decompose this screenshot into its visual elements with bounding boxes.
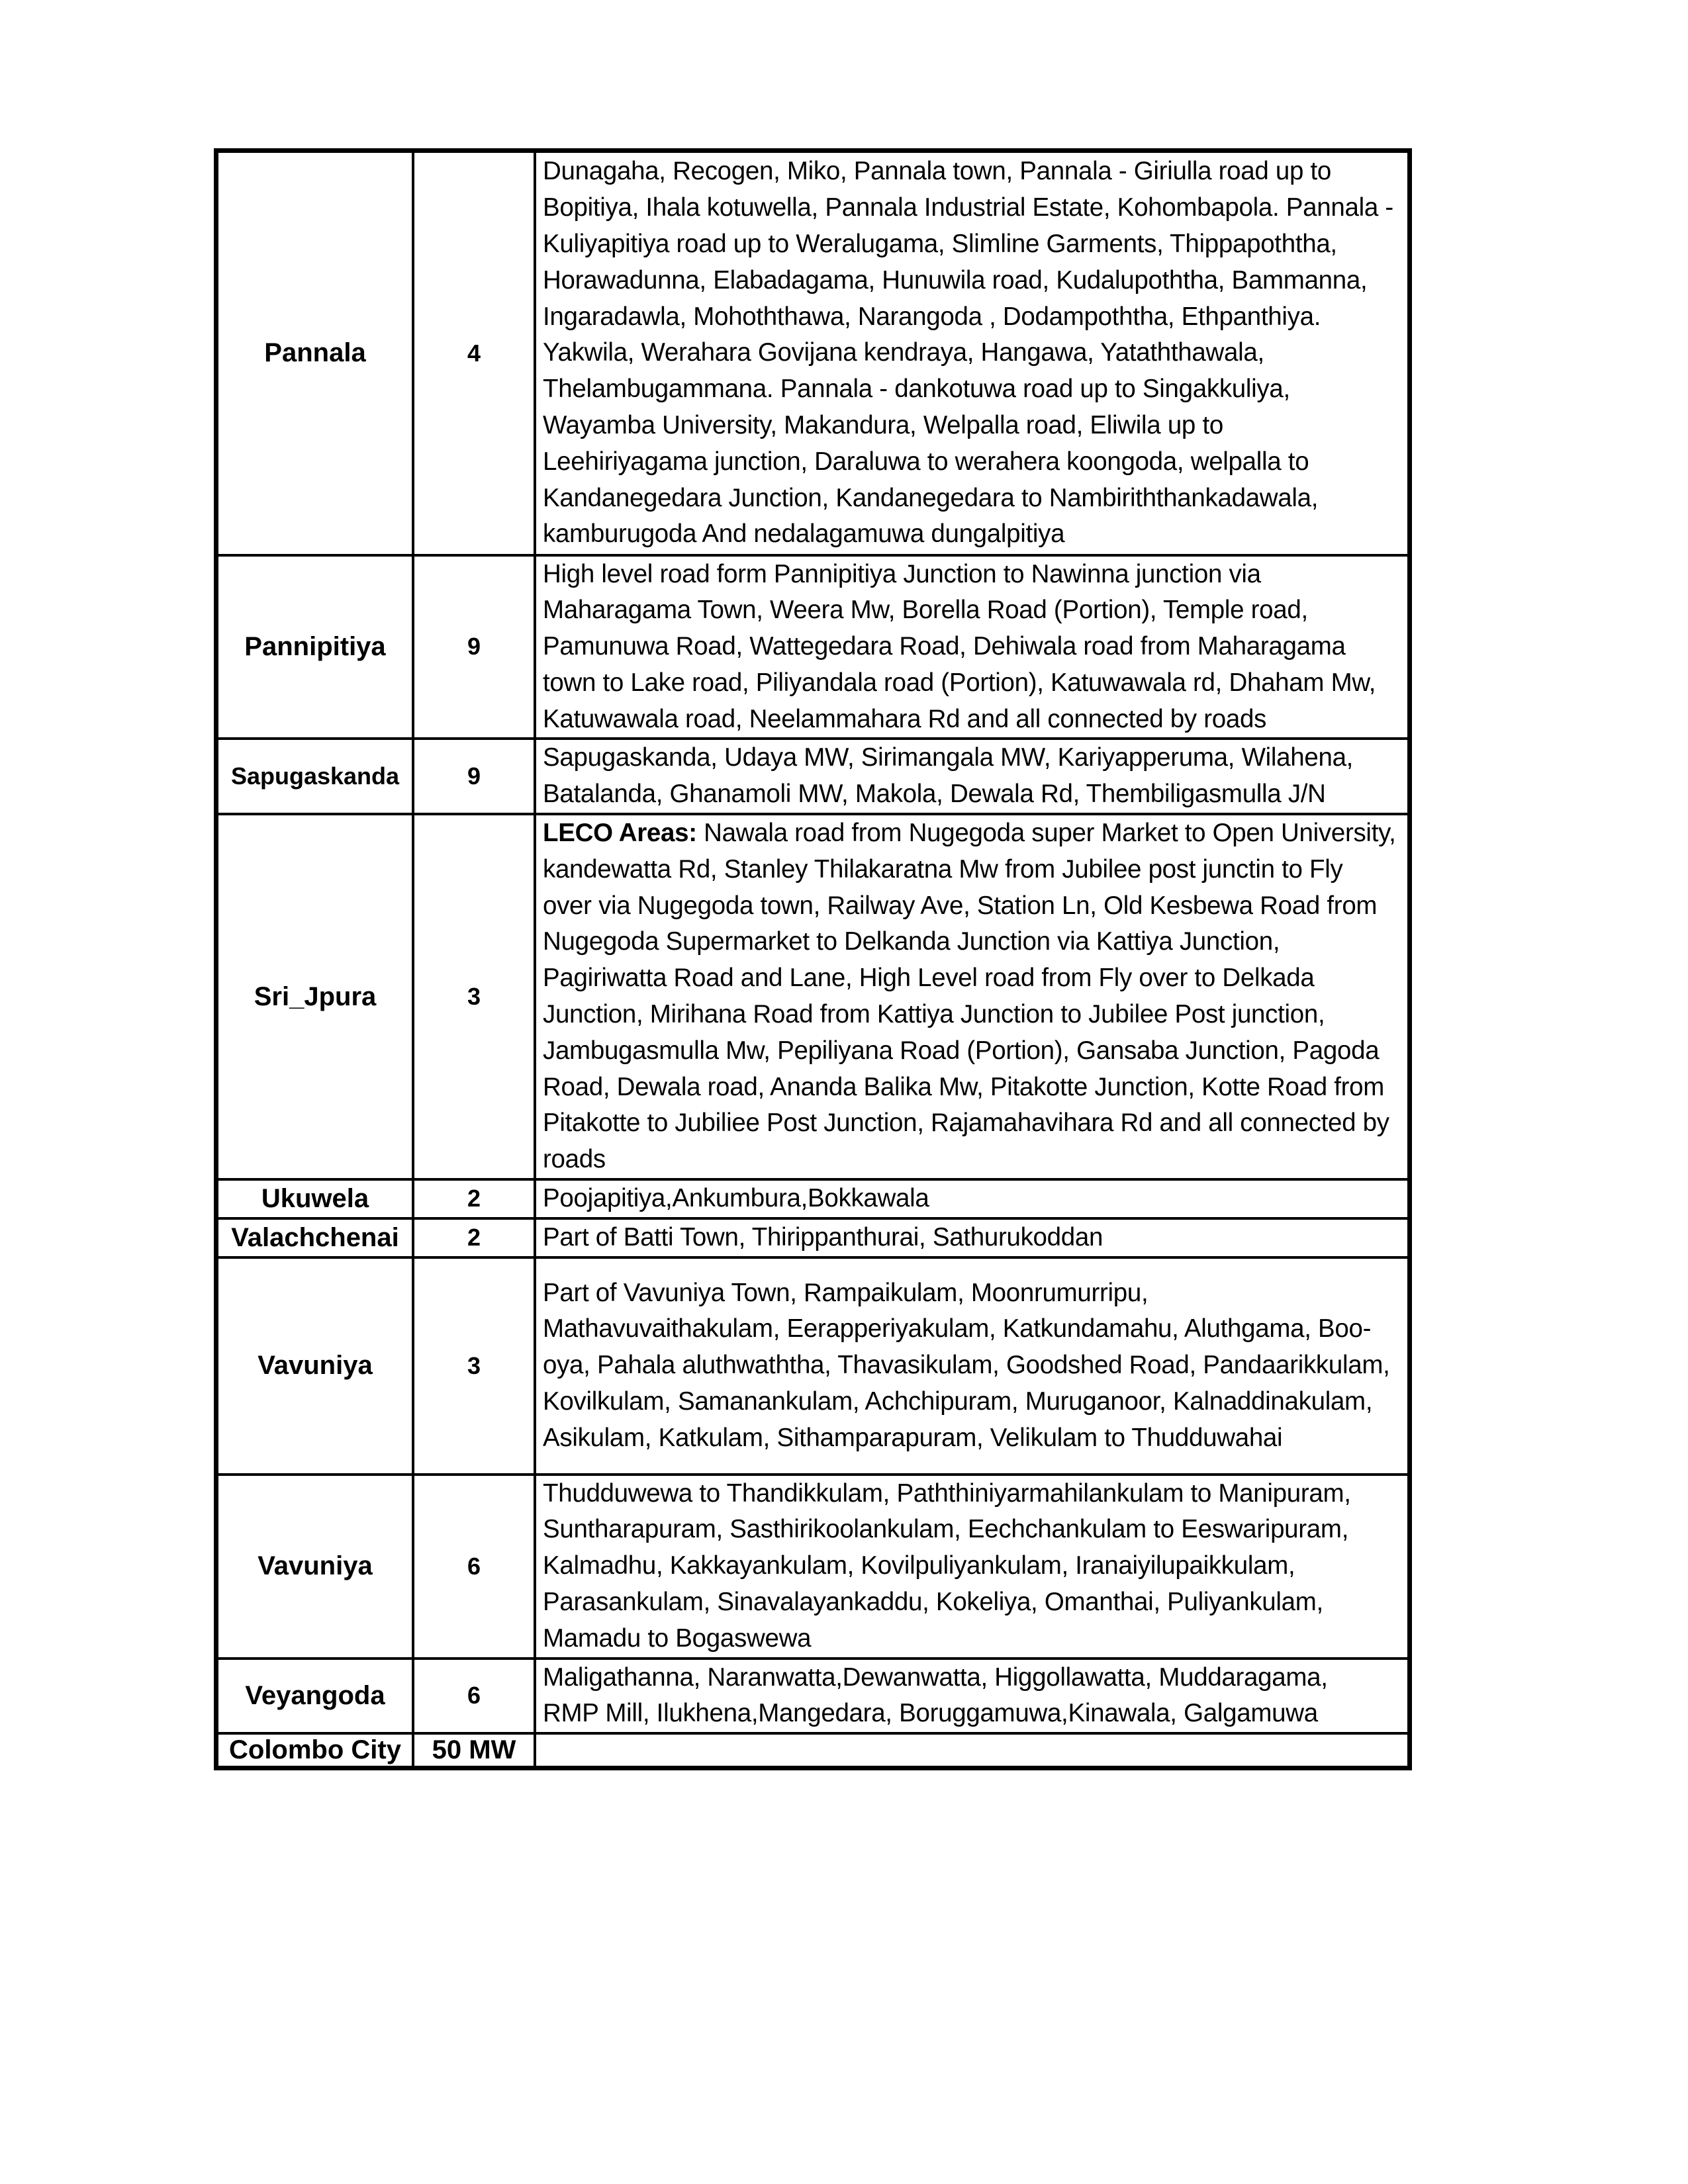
feeder-count: 6 bbox=[413, 1475, 535, 1659]
area-line: Mathavuvaithakulam, Eerapperiyakulam, Katkundamahu, Aluthgama, Boo- bbox=[543, 1314, 1372, 1343]
area-line: Bopitiya, Ihala kotuwella, Pannala Industrial Estate, Kohombapola. Pannala - bbox=[543, 193, 1393, 222]
feeder-count: 4 bbox=[413, 151, 535, 555]
table-row bbox=[216, 151, 1410, 555]
area-name: Valachchenai bbox=[216, 1218, 414, 1257]
area-line: Maligathanna, Naranwatta,Dewanwatta, Higgollawatta, Muddaragama, bbox=[543, 1662, 1328, 1692]
area-line bbox=[543, 815, 1402, 852]
area-line: Kandanegedara Junction, Kandanegedara to Nambiriththankadawala, bbox=[543, 483, 1319, 512]
area-line: Jambugasmulla Mw, Pepiliyana Road (Portion), Gansaba Junction, Pagoda bbox=[543, 1036, 1380, 1065]
area-name: Ukuwela bbox=[216, 1179, 414, 1218]
area-line: Horawadunna, Elabadagama, Hunuwila road, Kudalupoththa, Bammanna, bbox=[543, 265, 1368, 295]
outage-schedule-table bbox=[214, 148, 1412, 1770]
table-row bbox=[216, 1733, 1410, 1768]
table-row bbox=[216, 739, 1410, 814]
table-row bbox=[216, 1659, 1410, 1734]
area-line: Kovilkulam, Samanankulam, Achchipuram, Muruganoor, Kalnaddinakulam, bbox=[543, 1387, 1373, 1416]
area-line: kandewatta Rd, Stanley Thilakaratna Mw from Jubilee post junctin to Fly bbox=[543, 854, 1343, 884]
area-name: Vavuniya bbox=[216, 1475, 414, 1659]
area-line: High level road form Pannipitiya Junction to Nawinna junction via bbox=[543, 559, 1261, 588]
area-name: Pannipitiya bbox=[216, 555, 414, 739]
area-name: Pannala bbox=[216, 151, 414, 555]
area-line-text: Nawala road from Nugegoda super Market to Open University, bbox=[696, 819, 1396, 848]
table-row bbox=[216, 1475, 1410, 1659]
area-line: Kuliyapitiya road up to Weralugama, Slimline Garments, Thippapoththa, bbox=[543, 229, 1337, 258]
area-name: Sri_Jpura bbox=[216, 814, 414, 1179]
feeder-count: 50 MW bbox=[413, 1733, 535, 1768]
area-line: Dunagaha, Recogen, Miko, Pannala town, Pannala - Giriulla road up to bbox=[543, 157, 1331, 186]
affected-areas bbox=[535, 1475, 1410, 1659]
area-line: Part of Vavuniya Town, Rampaikulam, Moonrumurripu, bbox=[543, 1278, 1149, 1307]
area-name: Vavuniya bbox=[216, 1257, 414, 1475]
area-line: Part of Batti Town, Thirippanthurai, Sathurukoddan bbox=[543, 1222, 1103, 1251]
affected-areas bbox=[535, 1257, 1410, 1475]
area-line: Pagiriwatta Road and Lane, High Level road from Fly over to Delkada bbox=[543, 964, 1315, 993]
area-line: Junction, Mirihana Road from Kattiya Junction to Jubilee Post junction, bbox=[543, 1000, 1325, 1029]
area-line: over via Nugegoda town, Railway Ave, Station Ln, Old Kesbewa Road from bbox=[543, 891, 1378, 920]
table-row bbox=[216, 555, 1410, 739]
area-line: Katuwawala road, Neelammahara Rd and all connected by roads bbox=[543, 704, 1267, 733]
area-line: Thudduwewa to Thandikkulam, Paththiniyarmahilankulam to Manipuram, bbox=[543, 1479, 1351, 1508]
area-line: town to Lake road, Piliyandala road (Portion), Katuwawala rd, Dhaham Mw, bbox=[543, 668, 1376, 697]
affected-areas bbox=[535, 1659, 1410, 1734]
feeder-count: 3 bbox=[413, 814, 535, 1179]
table-row bbox=[216, 814, 1410, 1179]
affected-areas bbox=[535, 814, 1410, 1179]
affected-areas bbox=[535, 1179, 1410, 1218]
area-line: Pitakotte to Jubiliee Post Junction, Rajamahavihara Rd and all connected by bbox=[543, 1109, 1389, 1138]
area-line: Yakwila, Werahara Govijana kendraya, Hangawa, Yataththawala, bbox=[543, 338, 1264, 367]
area-name: Sapugaskanda bbox=[216, 739, 414, 814]
affected-areas bbox=[535, 151, 1410, 555]
area-line: Kalmadhu, Kakkayankulam, Kovilpuliyankulam, Iranaiyilupaikkulam, bbox=[543, 1551, 1295, 1580]
area-line: Leehiriyagama junction, Daraluwa to werahera koongoda, welpalla to bbox=[543, 447, 1309, 476]
area-line: Mamadu to Bogaswewa bbox=[543, 1623, 812, 1653]
table-row bbox=[216, 1179, 1410, 1218]
area-line: Thelambugammana. Pannala - dankotuwa road up to Singakkuliya, bbox=[543, 375, 1290, 404]
area-line: roads bbox=[543, 1145, 606, 1174]
area-line: Suntharapuram, Sasthirikoolankulam, Eechchankulam to Eeswaripuram, bbox=[543, 1515, 1349, 1544]
area-line: Asikulam, Katkulam, Sithamparapuram, Velikulam to Thudduwahai bbox=[543, 1423, 1283, 1452]
area-line: Sapugaskanda, Udaya MW, Sirimangala MW, Kariyapperuma, Wilahena, bbox=[543, 743, 1354, 772]
area-line: oya, Pahala aluthwaththa, Thavasikulam, Goodshed Road, Pandaarikkulam, bbox=[543, 1351, 1390, 1380]
affected-areas bbox=[535, 555, 1410, 739]
area-line: Pamunuwa Road, Wattegedara Road, Dehiwala road from Maharagama bbox=[543, 632, 1346, 661]
feeder-count: 9 bbox=[413, 739, 535, 814]
area-line: RMP Mill, Ilukhena,Mangedara, Boruggamuwa,Kinawala, Galgamuwa bbox=[543, 1699, 1318, 1728]
table-row bbox=[216, 1218, 1410, 1257]
area-name: Veyangoda bbox=[216, 1659, 414, 1734]
affected-areas bbox=[535, 1733, 1410, 1768]
area-line: Nugegoda Supermarket to Delkanda Junction via Kattiya Junction, bbox=[543, 927, 1280, 956]
area-line: Parasankulam, Sinavalayankaddu, Kokeliya, Omanthai, Puliyankulam, bbox=[543, 1588, 1323, 1617]
feeder-count: 6 bbox=[413, 1659, 535, 1734]
area-line: Poojapitiya,Ankumbura,Bokkawala bbox=[543, 1184, 929, 1213]
area-line: Maharagama Town, Weera Mw, Borella Road (Portion), Temple road, bbox=[543, 596, 1308, 625]
affected-areas bbox=[535, 1218, 1410, 1257]
area-line: kamburugoda And nedalagamuwa dungalpitiya bbox=[543, 520, 1065, 549]
feeder-count: 3 bbox=[413, 1257, 535, 1475]
feeder-count: 2 bbox=[413, 1218, 535, 1257]
table-row bbox=[216, 1257, 1410, 1475]
area-line: Batalanda, Ghanamoli MW, Makola, Dewala Rd, Thembiligasmulla J/N bbox=[543, 780, 1326, 809]
area-line: Wayamba University, Makandura, Welpalla road, Eliwila up to bbox=[543, 410, 1223, 439]
leco-areas-label: LECO Areas: bbox=[543, 819, 697, 848]
feeder-count: 2 bbox=[413, 1179, 535, 1218]
area-line: Ingaradawla, Mohoththawa, Narangoda , Dodampoththa, Ethpanthiya. bbox=[543, 302, 1321, 331]
feeder-count: 9 bbox=[413, 555, 535, 739]
area-name: Colombo City bbox=[216, 1733, 414, 1768]
area-line: Road, Dewala road, Ananda Balika Mw, Pitakotte Junction, Kotte Road from bbox=[543, 1072, 1385, 1101]
affected-areas bbox=[535, 739, 1410, 814]
